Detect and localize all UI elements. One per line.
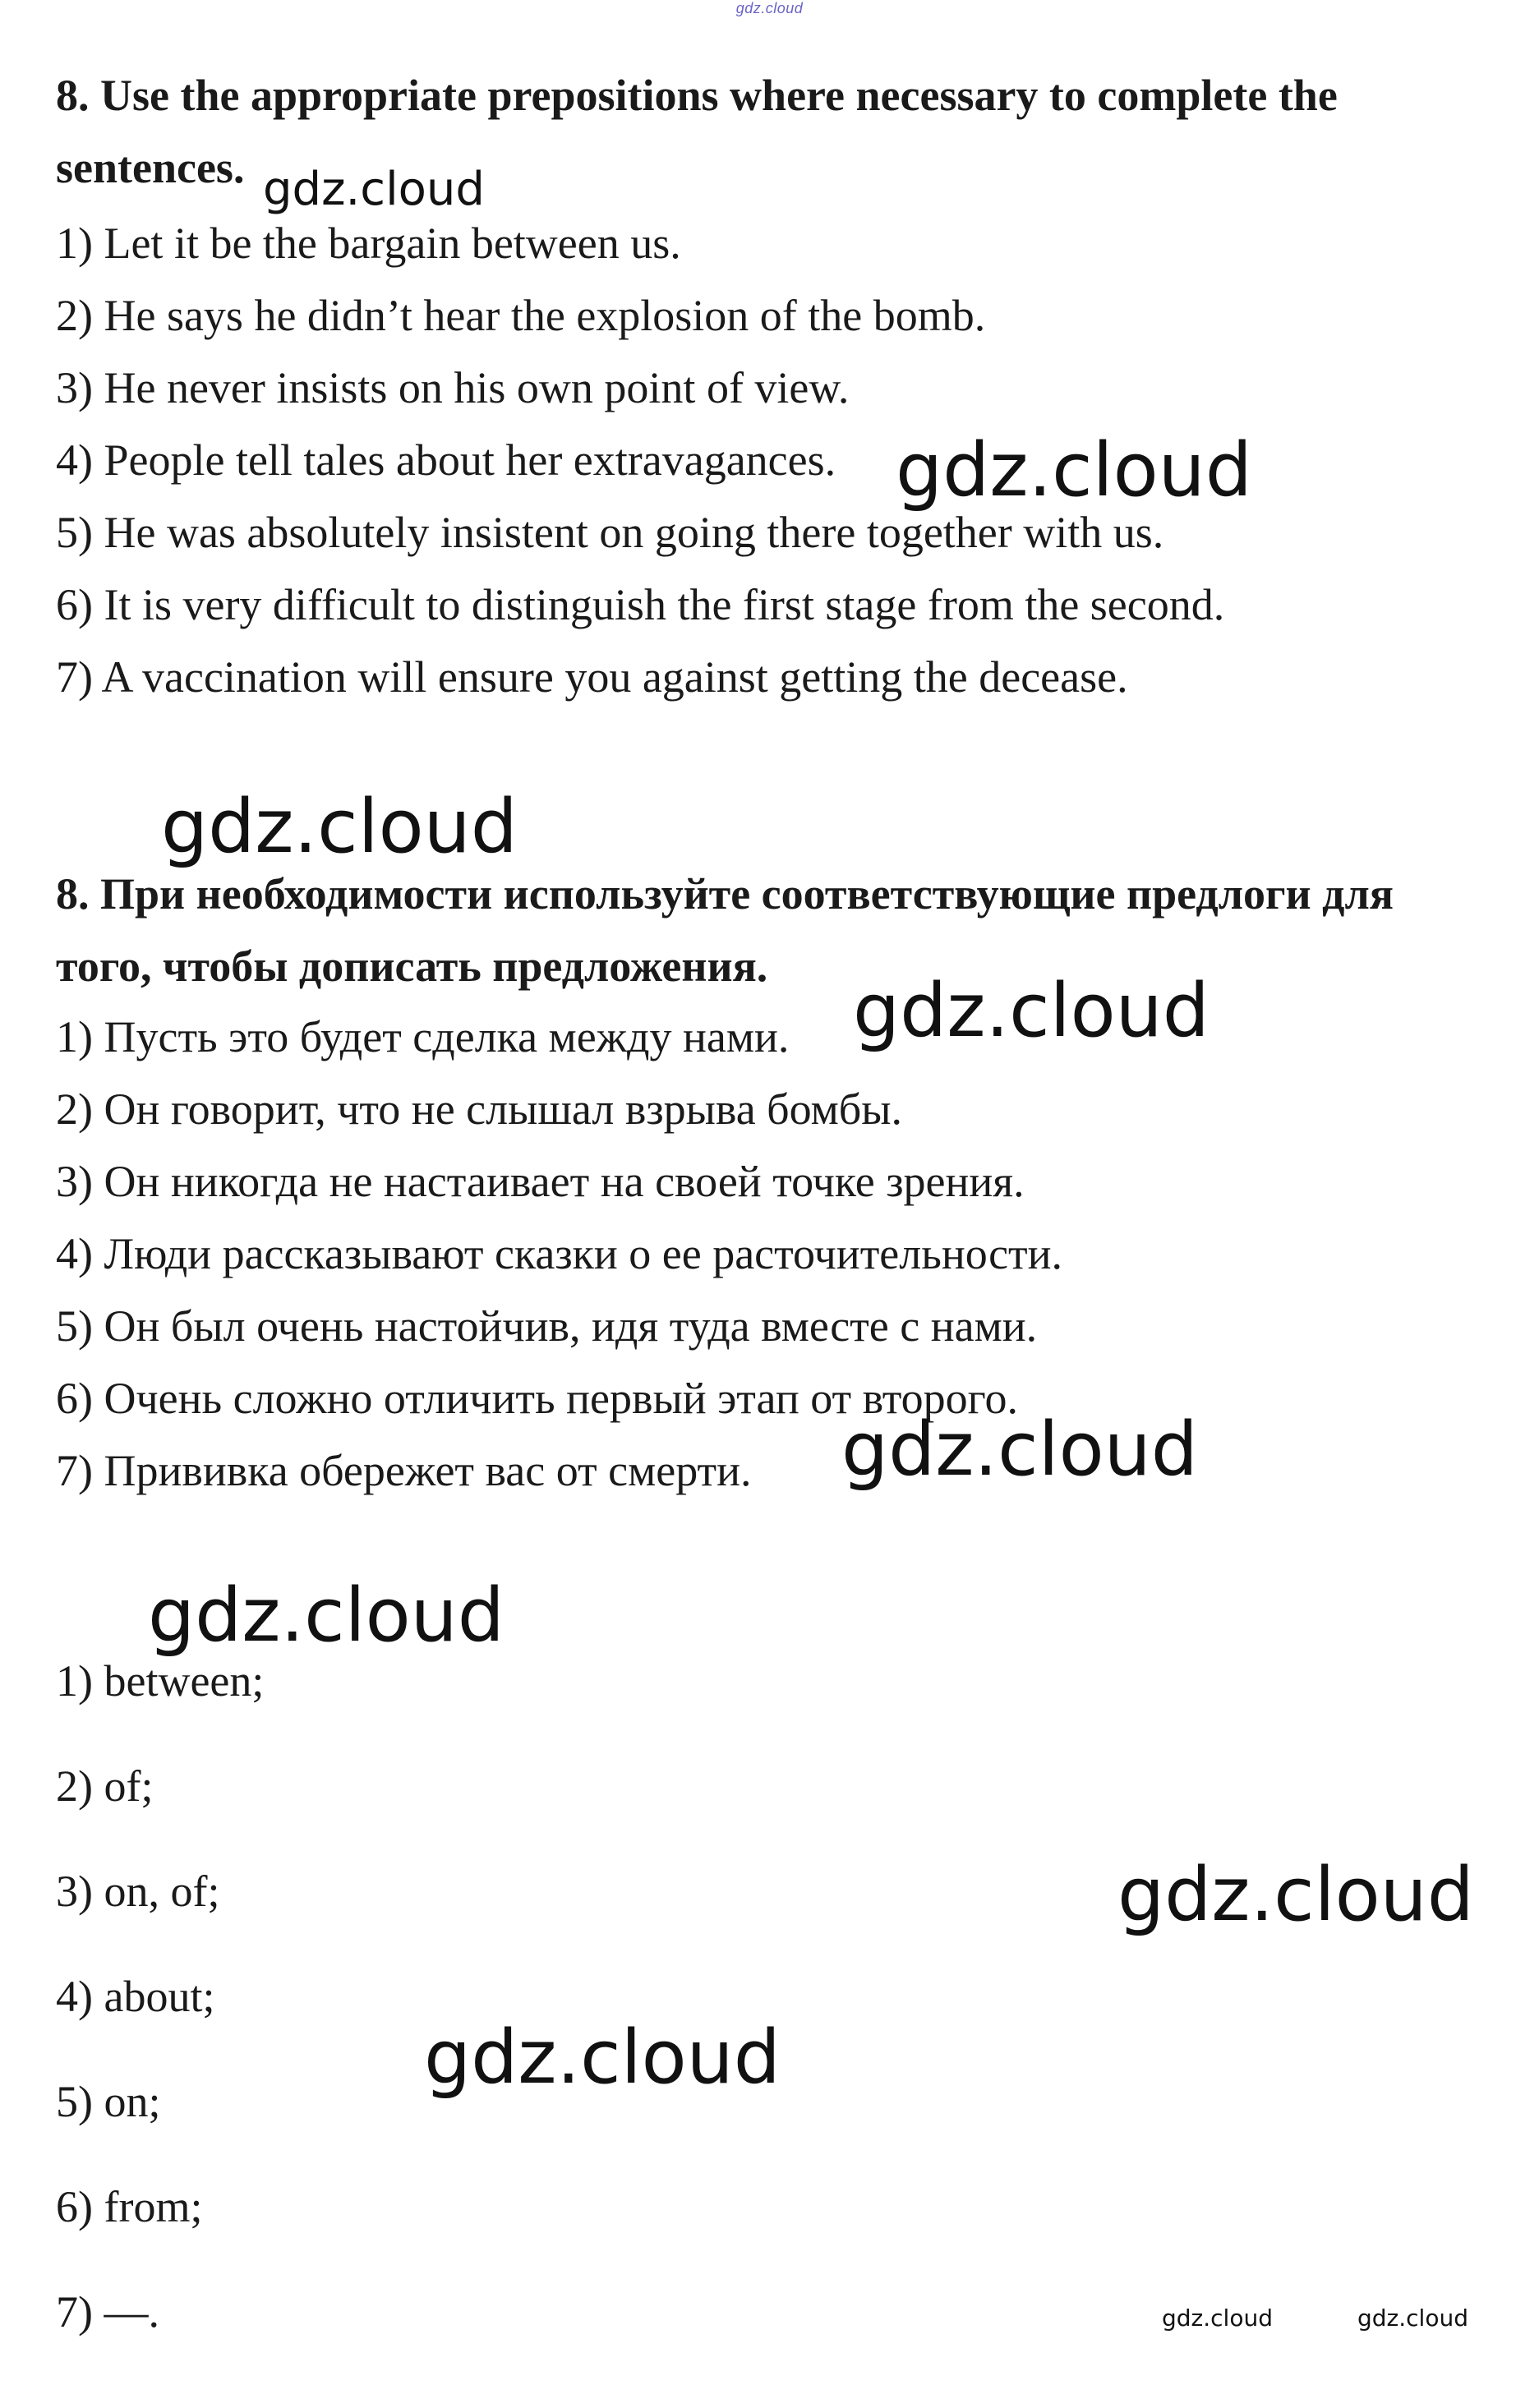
- watermark: gdz.cloud: [853, 968, 1210, 1054]
- watermark: gdz.cloud: [1357, 2304, 1468, 2332]
- answer-7: 7) —.: [56, 2287, 159, 2337]
- sentence-ru-5: 5) Он был очень настойчив, идя туда вместе с нами.: [56, 1301, 1038, 1351]
- sentence-ru-1: 1) Пусть это будет сделка между нами.: [56, 1012, 790, 1061]
- watermark: gdz.cloud: [424, 2014, 781, 2101]
- answer-4: 4) about;: [56, 1972, 215, 2021]
- watermark: gdz.cloud: [1117, 1852, 1474, 1938]
- sentence-en-4: 4) People tell tales about her extravagances.: [56, 435, 836, 485]
- answer-5: 5) on;: [56, 2077, 161, 2126]
- answer-3: 3) on, of;: [56, 1867, 220, 1916]
- sentence-ru-3: 3) Он никогда не настаивает на своей точке зрения.: [56, 1157, 1025, 1206]
- watermark: gdz.cloud: [1162, 2304, 1273, 2332]
- watermark: gdz.cloud: [841, 1407, 1198, 1493]
- sentence-en-2: 2) He says he didn’t hear the explosion of the bomb.: [56, 291, 986, 340]
- sentence-ru-4: 4) Люди рассказывают сказки о ее расточительности.: [56, 1229, 1063, 1278]
- sentence-ru-6: 6) Очень сложно отличить первый этап от второго.: [56, 1374, 1018, 1423]
- exercise-heading-ru: 8. При необходимости используйте соответствующие предлоги для того, чтобы дописать предложения.: [56, 869, 1394, 991]
- answer-6: 6) from;: [56, 2182, 203, 2231]
- answer-2: 2) of;: [56, 1761, 154, 1811]
- watermark: gdz.cloud: [148, 1572, 505, 1659]
- sentence-ru-7: 7) Прививка обережет вас от смерти.: [56, 1446, 752, 1495]
- watermark: gdz.cloud: [263, 163, 485, 216]
- sentence-en-5: 5) He was absolutely insistent on going there together with us.: [56, 508, 1164, 557]
- sentence-ru-2: 2) Он говорит, что не слышал взрыва бомбы.: [56, 1084, 903, 1134]
- answer-1: 1) between;: [56, 1656, 265, 1706]
- sentence-en-1: 1) Let it be the bargain between us.: [56, 219, 681, 268]
- sentence-en-6: 6) It is very difficult to distinguish the first stage from the second.: [56, 580, 1225, 629]
- watermark: gdz.cloud: [896, 427, 1252, 513]
- exercise-heading-en: 8. Use the appropriate prepositions where necessary to complete the sentences.: [56, 71, 1338, 192]
- watermark: gdz.cloud: [161, 784, 518, 870]
- sentence-en-7: 7) A vaccination will ensure you against getting the decease.: [56, 652, 1128, 702]
- sentence-en-3: 3) He never insists on his own point of view.: [56, 363, 850, 412]
- top-watermark: gdz.cloud: [735, 0, 804, 16]
